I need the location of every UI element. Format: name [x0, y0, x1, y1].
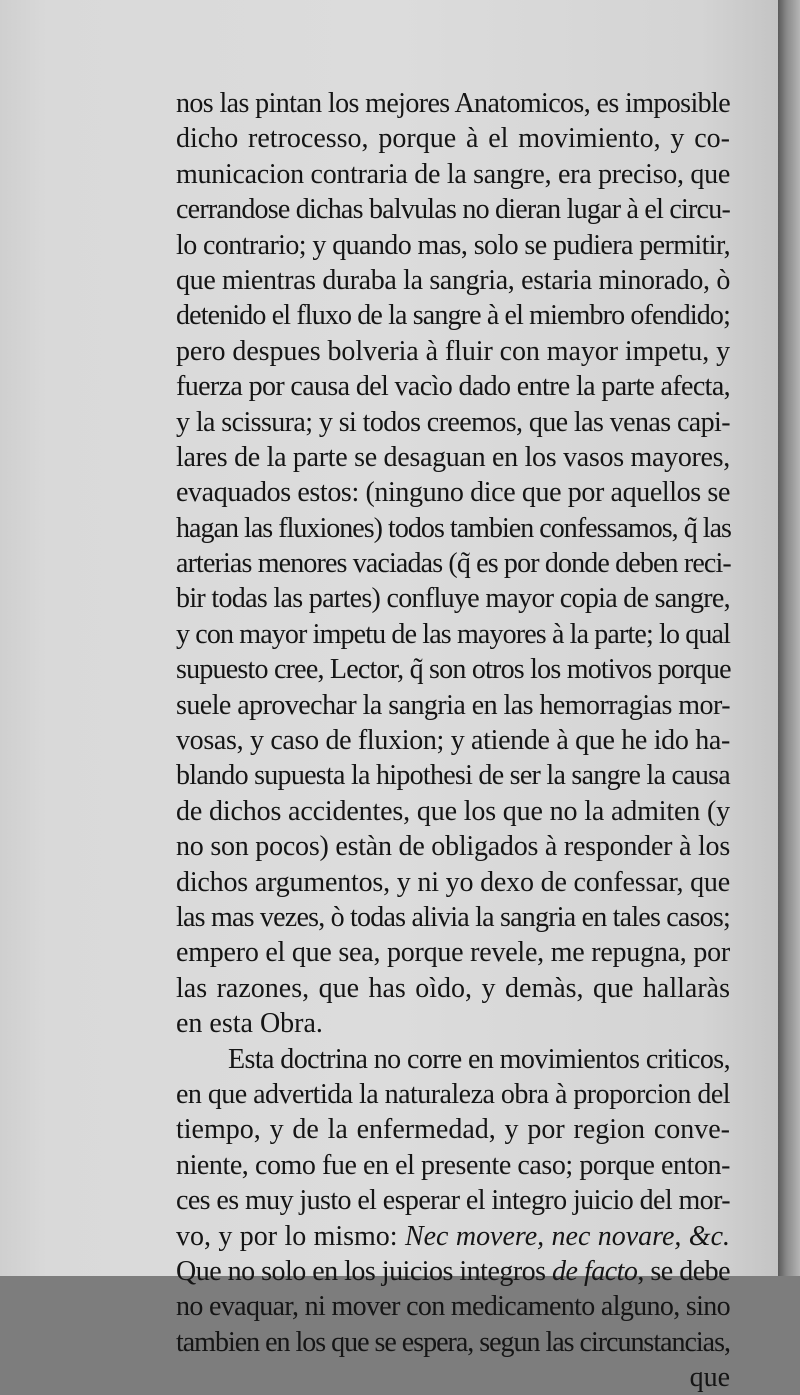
text-line: nos las pintan los mejores Anatomicos, es imposible: [176, 88, 731, 119]
text-line: empero el que sea, porque revele, me repugna, por: [176, 937, 730, 969]
text-line: que mientras duraba la sangria, estaria minorado, ò: [176, 264, 730, 296]
text-line: bir todas las partes) confluye mayor copia de sangre,: [176, 583, 730, 615]
text-line: arterias menores vaciadas (q̃ es por donde deben reci-: [176, 548, 731, 580]
text-line: y con mayor impetu de las mayores à la parte; lo qual: [176, 618, 730, 650]
text-line: no son pocos) estàn de obligados à responder à los: [176, 831, 730, 863]
text-line: vosas, y caso de fluxion; y atiende à que he ido ha-: [176, 725, 730, 757]
text-line: pero despues bolveria à fluir con mayor impetu, y: [176, 335, 731, 367]
text-line: lo contrario; y quando mas, solo se pudiera permitir,: [176, 229, 731, 261]
text-line: en que advertida la naturaleza obra à proporcion del: [176, 1078, 730, 1110]
text-line: las mas vezes, ò todas alivia la sangria en tales casos;: [176, 901, 731, 933]
text-line: las razones, que has oìdo, y demàs, que hallaràs: [176, 972, 730, 1004]
text-line: vo, y por lo mismo: Nec movere, nec novare, &c.: [176, 1220, 730, 1252]
text-line: tiempo, y de la enfermedad, y por region conve-: [176, 1114, 730, 1146]
page-edge: [778, 0, 800, 1276]
text-line: detenido el fluxo de la sangre à el miembro ofendido;: [176, 300, 730, 332]
text-line: supuesto cree, Lector, q̃ son otros los motivos porque: [176, 654, 731, 686]
paragraph-2: [176, 1042, 730, 1361]
text-line: cerrandose dichas balvulas no dieran lugar à el circu-: [176, 194, 730, 226]
page-text: [176, 86, 730, 1395]
text-line: en esta Obra.: [176, 1008, 323, 1040]
text-line: Esta doctrina no corre en movimientos criticos,: [228, 1043, 731, 1075]
text-line: niente, como fue en el presente caso; porque enton-: [176, 1149, 730, 1181]
text-line: suele aprovechar la sangria en las hemorragias mor-: [176, 689, 730, 721]
text-line: evaquados estos: (ninguno dice que por aquellos se: [176, 477, 730, 509]
text-line: ces es muy justo el esperar el integro juicio del mor-: [176, 1185, 731, 1217]
text-line: dicho retrocesso, porque à el movimiento, y co-: [176, 123, 730, 155]
text-line: blando supuesta la hipothesi de ser la sangre la causa: [176, 760, 730, 792]
text-line: de dichos accidentes, que los que no la admiten (y: [176, 795, 730, 827]
text-line: hagan las fluxiones) todos tambien confessamos, q̃ las: [176, 512, 731, 544]
text-line: no evaquar, ni mover con medicamento alguno, sino: [176, 1291, 730, 1323]
text-line: municacion contraria de la sangre, era preciso, que: [176, 158, 731, 190]
text-line: Que no solo en los juicios integros de facto, se debe: [176, 1255, 731, 1287]
catchword: que: [689, 1362, 730, 1394]
text-line: fuerza por causa del vacìo dado entre la parte afecta,: [176, 371, 731, 403]
text-line: y la scissura; y si todos creemos, que las venas capi-: [176, 406, 730, 438]
text-line: dichos argumentos, y ni yo dexo de confessar, que: [176, 866, 730, 898]
text-line: tambien en los que se espera, segun las circunstancias,: [176, 1326, 730, 1358]
paragraph-1: [176, 86, 730, 1042]
text-line: lares de la parte se desaguan en los vasos mayores,: [176, 441, 730, 473]
